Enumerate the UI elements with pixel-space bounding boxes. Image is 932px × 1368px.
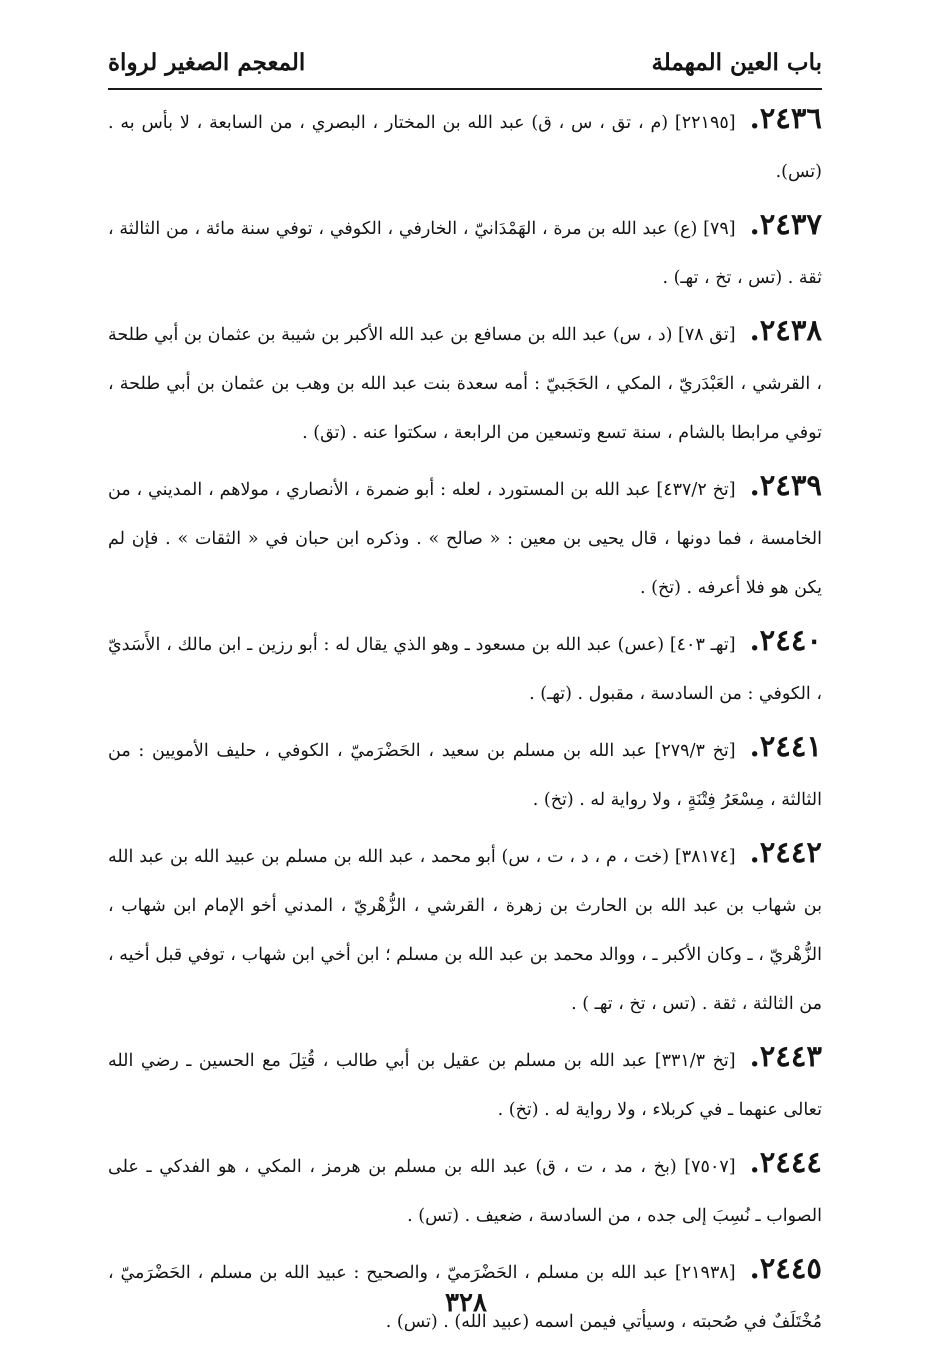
entry-number: ٢٤٣٧. [749, 207, 822, 241]
entry-2440 [108, 616, 822, 722]
entry-text: [تخ ٤٣٧/٢] عبد الله بن المستورد ، لعله : أبو ضمرة ، الأنصاري ، مولاهم ، المديني ، من الخامسة ، فما دونها ، قال يحيى بن معين : « صالح » . وذكره ابن حبان في « الثقات » . فإن لم يكن هو فلا أعرفه . (تخ) . [108, 480, 822, 598]
entry-2436 [108, 94, 822, 200]
entry-text: [تخ ٢٧٩/٣] عبد الله بن مسلم بن سعيد ، الحَضْرَميّ ، الكوفي ، حليف الأمويين : من الثالثة ، مِسْعَرُ فِتْنَةٍ ، ولا رواية له . (تخ) . [108, 741, 822, 810]
entry-2441 [108, 722, 822, 828]
entry-number: ٢٤٤٣. [749, 1039, 822, 1073]
entry-2443 [108, 1032, 822, 1138]
entry-number: ٢٤٤٠. [749, 623, 822, 657]
entry-text: [تهـ ٤٠٣] (عس) عبد الله بن مسعود ـ وهو الذي يقال له : أبو رزين ـ ابن مالك ، الأَسَديّ ، الكوفي : من السادسة ، مقبول . (تهـ) . [108, 635, 822, 704]
entry-text: [تق ٧٨] (د ، س) عبد الله بن مسافع بن عبد الله الأكبر بن شيبة بن عثمان بن أبي طلحة ، القرشي ، العَبْدَريّ ، المكي ، الحَجَبيّ : أمه سعدة بنت عبد الله بن وهب بن عثمان بن أبي طلحة ، توفي مرابطا بالشام ، سنة تسع وتسعين من الرابعة ، سكتوا عنه . (تق) . [108, 325, 822, 443]
entry-number: ٢٤٣٦. [749, 101, 822, 135]
book-title: المعجم الصغير لرواة [108, 48, 306, 76]
entry-text: [تخ ٣٣١/٣] عبد الله بن مسلم بن عقيل بن أبي طالب ، قُتِلَ مع الحسين ـ رضي الله تعالى عنهما ـ في كربلاء ، ولا رواية له . (تخ) . [108, 1051, 822, 1120]
entry-text: [٢١٩٣٨] عبد الله بن مسلم ، الحَضْرَميّ ، والصحيح : عبيد الله بن مسلم ، الحَضْرَميّ ، مُخْتَلَفٌ في صُحبته ، وسيأتي فيمن اسمه (عبيد الله) . (تس) . [108, 1263, 822, 1332]
entry-number: ٢٤٤٥. [749, 1251, 822, 1285]
entry-text: [٧٩] (ع) عبد الله بن مرة ، الهَمْدَانيّ ، الخارفي ، الكوفي ، توفي سنة مائة ، من الثالثة ، ثقة . (تس ، تخ ، تهـ) . [108, 219, 822, 288]
entry-text: [٢٢١٩٥] (م ، تق ، س ، ق) عبد الله بن المختار ، البصري ، من السابعة ، لا بأس به . (تس). [108, 113, 822, 182]
entry-2438 [108, 306, 822, 461]
chapter-title: باب العين المهملة [651, 48, 822, 76]
entry-number: ٢٤٣٩. [749, 468, 822, 502]
entry-2442 [108, 828, 822, 1032]
entry-number: ٢٤٣٨. [749, 313, 823, 347]
entry-text: [٧٥٠٧] (بخ ، مد ، ت ، ق) عبد الله بن مسلم بن هرمز ، المكي ، هو الفدكي ـ على الصواب ـ نُسِبَ إلى جده ، من السادسة ، ضعيف . (تس) . [108, 1157, 822, 1226]
entry-number: ٢٤٤٤. [749, 1145, 822, 1179]
entries-list [108, 94, 822, 1350]
entry-2444 [108, 1138, 822, 1244]
header-rule [108, 88, 822, 90]
entry-2439 [108, 461, 822, 616]
entry-number: ٢٤٤٢. [749, 835, 822, 869]
page-number: ٣٢٨ [445, 1288, 487, 1318]
entry-number: ٢٤٤١. [749, 729, 822, 763]
entry-2437 [108, 200, 822, 306]
page-header [108, 34, 822, 90]
entry-text: [٣٨١٧٤] (خت ، م ، د ، ت ، س) أبو محمد ، عبد الله بن مسلم بن عبيد الله بن عبد الله بن شهاب بن عبد الله بن الحارث بن زهرة ، القرشي ، الزُّهْريّ ، المدني أخو الإمام ابن شهاب ، الزُّهْريّ ، ـ وكان الأكبر ـ ، ووالد محمد بن عبد الله بن مسلم ؛ ابن أخي ابن شهاب ، توفي قبل أخيه ، من الثالثة ، ثقة . (تس ، تخ ، تهـ ) . [108, 847, 822, 1014]
